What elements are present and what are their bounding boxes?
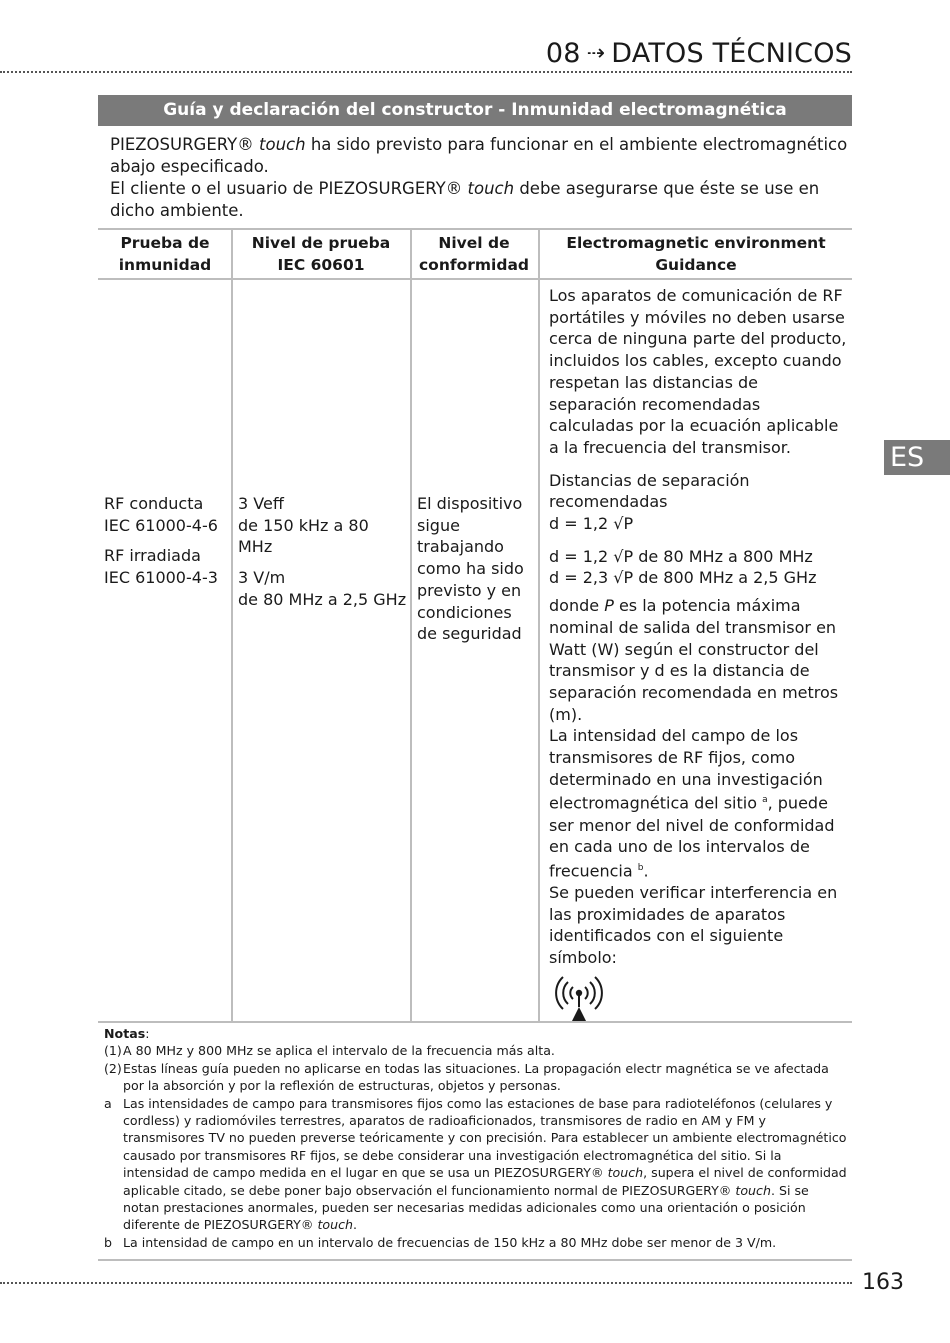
note-text: La intensidad de campo en un intervalo de frecuencias de 150 kHz a 80 MHz dobe ser menor de 3 V/m. xyxy=(123,1234,777,1250)
note-item xyxy=(104,1060,849,1095)
notes-title-text: Notas xyxy=(104,1026,146,1041)
chapter-title: DATOS TÉCNICOS xyxy=(611,38,852,69)
section-banner: Guía y declaración del constructor - Inmunidad electromagnética xyxy=(98,95,852,126)
text-span: , puede ser menor del nivel de conformidad en cada uno de los intervalos de frecuencia xyxy=(549,793,835,881)
test-standard: IEC 61000-4-3 xyxy=(104,568,218,588)
header-divider xyxy=(0,71,852,73)
guidance-formula: d = 1,2 √P de 80 MHz a 800 MHz xyxy=(549,546,813,566)
column-header-test-level: Nivel de prueba IEC 60601 xyxy=(251,234,391,274)
page-number: 163 xyxy=(862,1270,904,1295)
table-column-divider xyxy=(410,228,412,1022)
intro-line-2-text: El cliente o el usuario de PIEZOSURGERY® xyxy=(110,179,463,198)
note-item xyxy=(104,1234,849,1251)
guidance-distances-label: Distancias de separación recomendadas xyxy=(549,470,750,512)
brand-name: PIEZOSURGERY® xyxy=(110,135,254,154)
table-column-divider xyxy=(231,228,233,1022)
brand-italic: touch xyxy=(317,1217,354,1233)
note-item xyxy=(104,1042,849,1059)
non-ionizing-radiation-icon xyxy=(552,975,847,1029)
notes-bottom-rule xyxy=(98,1259,852,1261)
footnote-ref-b: b xyxy=(637,862,644,873)
text-span: . Si se notan prestaciones anormales, pueden ser necesarias medidas adicionales como una orientación o posición diferente de PIEZOSURGERY® xyxy=(123,1182,809,1233)
chapter-number: 08 xyxy=(545,38,581,69)
test-level-cell xyxy=(238,493,408,611)
chapter-header xyxy=(546,38,852,69)
test-level-value: 3 V/m xyxy=(238,568,286,588)
intro-line-2 xyxy=(110,178,850,222)
test-level-range: de 80 MHz a 2,5 GHz xyxy=(238,589,407,609)
text-span: donde xyxy=(549,596,600,616)
brand-italic: touch xyxy=(467,179,515,198)
immunity-test-cell xyxy=(104,493,229,589)
intro-line-1-text: ha sido previsto para funcionar en el ambiente electromagnético abajo especificado. xyxy=(110,135,848,176)
table-header-rule xyxy=(98,278,852,280)
variable-p: P xyxy=(604,596,614,616)
notes-title-colon: : xyxy=(145,1026,150,1041)
note-text xyxy=(123,1095,849,1234)
test-name: RF conducta xyxy=(104,494,204,513)
table-top-rule xyxy=(98,228,852,230)
guidance-paragraph xyxy=(549,595,847,725)
note-marker: b xyxy=(104,1234,112,1250)
guidance-formula: d = 2,3 √P de 800 MHz a 2,5 GHz xyxy=(549,568,817,588)
intro-line-2-rest: debe asegurarse que éste se use en dicho ambiente. xyxy=(110,179,820,220)
footer-divider xyxy=(0,1282,852,1284)
note-marker: (2) xyxy=(104,1060,122,1076)
dotted-arrow-icon: ⇢ xyxy=(586,41,606,66)
guidance-paragraph xyxy=(549,725,847,882)
footnote-ref-a: a xyxy=(762,795,768,806)
text-span: La intensidad del campo de los transmisores de RF fijos, como determinado en una investigación electromagnética del sitio xyxy=(549,726,823,813)
guidance-formula: d = 1,2 √P xyxy=(549,514,634,534)
text-span: Las intensidades de campo para transmisores fijos como las estaciones de base para radioteléfonos (celulares y cordless) y radiomóviles terrestres, aparatos de radioaficionados, transmisores de radio en AM y FM y transmisores TV no pueden preverse teóricamente y con precisión. Para establecer un ambiente electromagnético causado por transmisores RF fijos, se debe considerar una investigación electromagnética del sitio. Si la intensidad de campo medida en el lugar en que se usa un PIEZOSURGERY® xyxy=(123,1095,847,1181)
column-header-guidance: Electromagnetic environment Guidance xyxy=(566,234,826,274)
intro-text xyxy=(110,134,850,222)
test-name: RF irradiada xyxy=(104,546,201,566)
brand-italic: touch xyxy=(259,135,306,154)
intro-line-1 xyxy=(110,134,850,178)
note-text: Estas líneas guía pueden no aplicarse en todas las situaciones. La propagación electr magnética se ve afectada por la absorción y por la reflexión de estructuras, objetos y personas. xyxy=(123,1060,829,1094)
test-level-range: de 150 kHz a 80 MHz xyxy=(238,515,369,557)
table-column-divider xyxy=(538,228,540,1022)
compliance-cell: El dispositivo sigue trabajando como ha sido previsto y en condiciones de seguridad xyxy=(417,494,524,644)
column-header-compliance: Nivel de conformidad xyxy=(418,234,530,274)
text-span: es la potencia máxima nominal de salida del transmisor en Watt (W) según el constructor del transmisor y d es la distancia de separación recomendada en metros (m). xyxy=(549,596,839,724)
brand-italic: touch xyxy=(607,1165,644,1181)
guidance-cell xyxy=(549,285,847,1028)
guidance-paragraph: Los aparatos de comunicación de RF portátiles y móviles no deben usarse cerca de ninguna parte del producto, incluidos los cables, excepto cuando respetan las distancias de separación recomendadas calculadas por la ecuación aplicable a la frecuencia del transmisor. xyxy=(549,286,847,457)
brand-italic: touch xyxy=(735,1182,771,1198)
text-span: . xyxy=(643,861,649,881)
test-level-value: 3 Veff xyxy=(238,494,284,513)
text-span: . xyxy=(353,1217,358,1233)
test-standard: IEC 61000-4-6 xyxy=(104,515,218,535)
note-text: A 80 MHz y 800 MHz se aplica el intervalo de la frecuencia más alta. xyxy=(123,1043,555,1059)
notes-section xyxy=(104,1025,849,1251)
text-span: , supera el nivel de conformidad aplicable citado, se debe poner bajo observación el funcionamiento normal de PIEZOSURGERY® xyxy=(123,1165,847,1198)
column-header-test: Prueba de inmunidad xyxy=(118,234,212,274)
notes-title xyxy=(104,1025,849,1042)
note-marker: (1) xyxy=(104,1043,122,1059)
note-marker: a xyxy=(104,1095,112,1111)
language-tab: ES xyxy=(884,440,950,475)
note-item xyxy=(104,1095,849,1234)
guidance-paragraph: Se pueden verificar interferencia en las proximidades de aparatos identificados con el siguiente símbolo: xyxy=(549,882,838,968)
